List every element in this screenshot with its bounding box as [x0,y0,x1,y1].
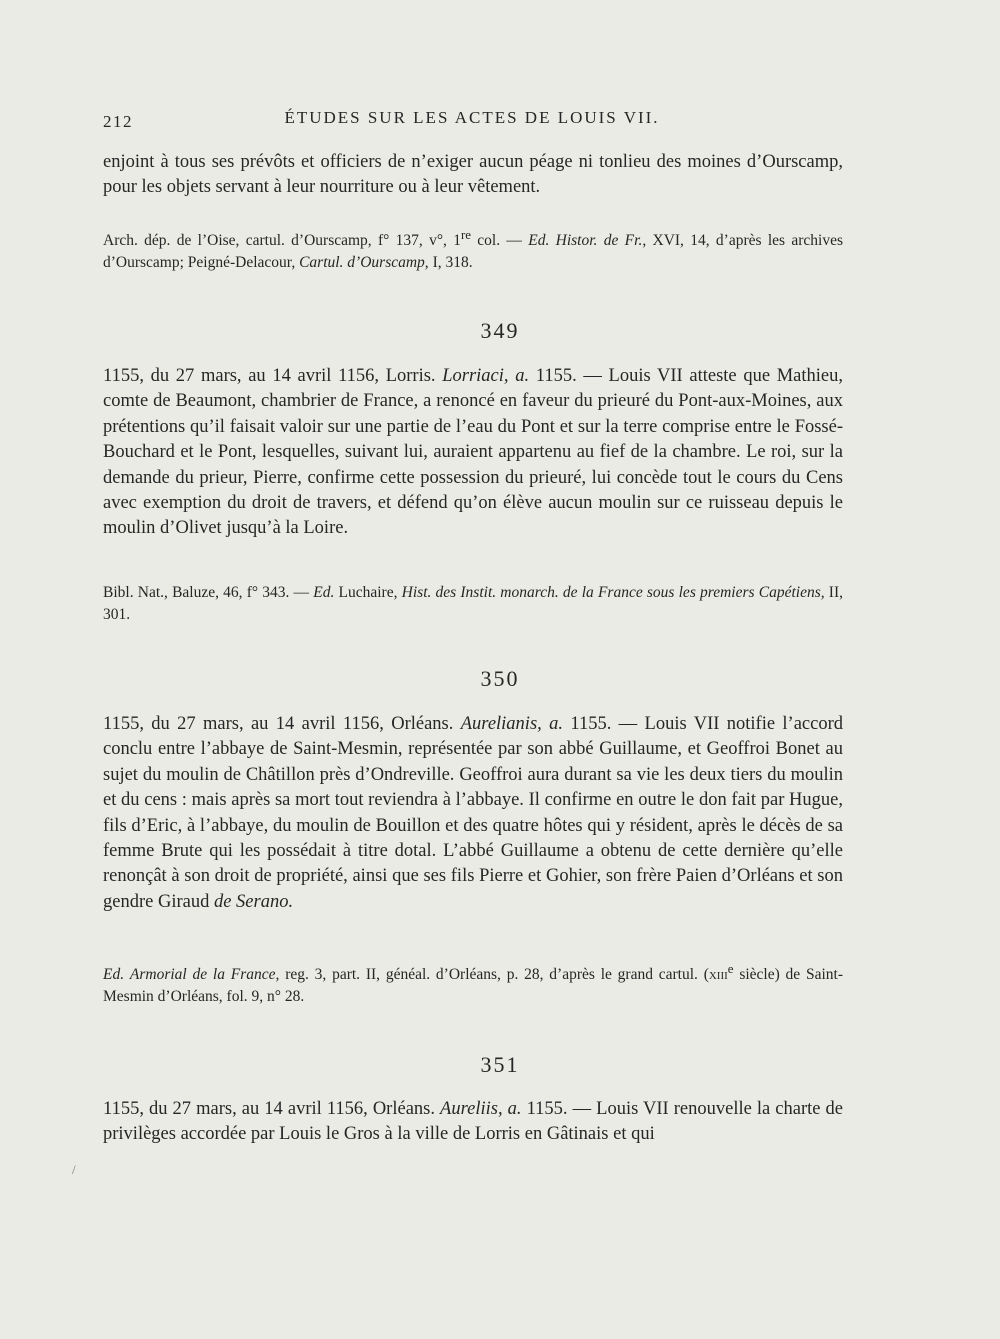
entry-paragraph [103,364,843,542]
source-sup: e [727,961,734,976]
scan-mark: / [72,1162,76,1177]
entry-paragraph [103,712,843,915]
entry-date: 1155, du 27 mars, au 14 avril 1156, Lorris. [103,366,443,386]
page-header [103,104,841,134]
entry-source [103,582,843,625]
entry-source [103,958,843,1007]
source-ed: Ed. [528,232,550,250]
source-title: Cartul. d’Ourscamp, [299,253,429,271]
continuation-paragraph [103,150,843,201]
entry-number: 349 [480,318,520,343]
entry-text: 1155. — Louis VII notifie l’accord conclu entre l’abbaye de Saint-Mesmin, représentée par son abbé Guillaume, et Geoffroi Bonet au sujet du moulin de Châtillon près d’Ondreville. Geoffroi aura durant sa vie les deux tiers du moulin et du cens : mais après sa mort tout reviendra à l’abbaye. Il confirme en outre le don fait par Hugue, fils d’Eric, à l’abbaye, du moulin de Bouillon et des quatre hôtes qui y résident, après le décès de sa femme Brute qui les possédait à titre dotal. L’abbé Guillaume a obtenu de cette dernière qu’elle renonçât à son droit de propriété, ainsi que ses fils Pierre et Gohier, son frère Paien d’Orléans et son gendre Giraud [103,714,844,912]
entry-text: 1155. — Louis VII renouvelle la charte de privilèges accordée par Louis le Gros à la ville de Lorris en Gâtinais et qui [103,1099,844,1145]
entry-date: 1155, du 27 mars, au 14 avril 1156, Orléans. [103,1099,441,1119]
entry-text: 1155. — Louis VII atteste que Mathieu, comte de Beaumont, chambrier de France, a renoncé en faveur du prieuré du Pont-aux-Moines, aux prétentions qu’il faisait valoir sur une partie de l’eau du Pont et sur la terre comprise entre le Fossé-Bouchard et le Pont, lesquelles, suivant lui, auraient appartenu au fief de la chambre. Le roi, sur la demande du prieur, Pierre, confirme cette possession du prieuré, lui concède tout le cours du Cens avec exemption du droit de travers, et défend qu’on élève aucun moulin sur ce ruisseau depuis le moulin d’Olivet jusqu’à la Loire. [103,366,843,539]
source-title: Hist. des Instit. monarch. de la France sous les premiers Capétiens, [401,584,825,601]
entry-number: 351 [480,1052,520,1077]
source-text: , XVI, 14, d’après les archives d’Ourscamp; Peigné-Delacour, [103,232,844,271]
source-text: col. — [471,232,529,250]
continuation-source [103,224,843,273]
source-text: I, 318. [428,253,473,271]
source-text: Bibl. Nat., Baluze, 46, f° 343. — [103,584,314,601]
source-ed: Ed. [103,966,125,984]
entry-place: Aureliis, a. [440,1099,522,1119]
page-number: 212 [103,112,133,131]
entry-place: Aurelianis, a. [460,714,564,734]
source-title: Armorial de la France, [129,966,280,984]
entry-number: 350 [480,666,520,691]
source-text: Luchaire, [334,584,402,601]
source-sup: re [460,227,471,242]
source-text: Arch. dép. de l’Oise, cartul. d’Ourscamp, f° 137, v°, 1 [103,232,461,250]
entry-text-italic: de Serano. [213,891,294,912]
source-title: Histor. de Fr. [555,232,643,250]
source-text: siècle) de Saint-Mesmin d’Orléans, fol. 9, n° 28. [103,966,843,1005]
source-century: xiii [708,966,728,984]
continuation-text: enjoint à tous ses prévôts et officiers de n’exiger aucun péage ni tonlieu des moines d’Ourscamp, pour les objets servant à leur nourriture ou à leur vêtement. [103,152,843,198]
entry-place: Lorriaci, a. [442,366,530,386]
source-ed: Ed. [313,584,335,601]
entry-paragraph [103,1097,843,1148]
running-title: ÉTUDES SUR LES ACTES DE LOUIS VII. [284,108,660,127]
source-text: reg. 3, part. II, généal. d’Orléans, p. 28, d’après le grand cartul. ( [279,966,709,984]
entry-date: 1155, du 27 mars, au 14 avril 1156, Orléans. [103,714,461,734]
source-text: II, 301. [103,584,843,623]
